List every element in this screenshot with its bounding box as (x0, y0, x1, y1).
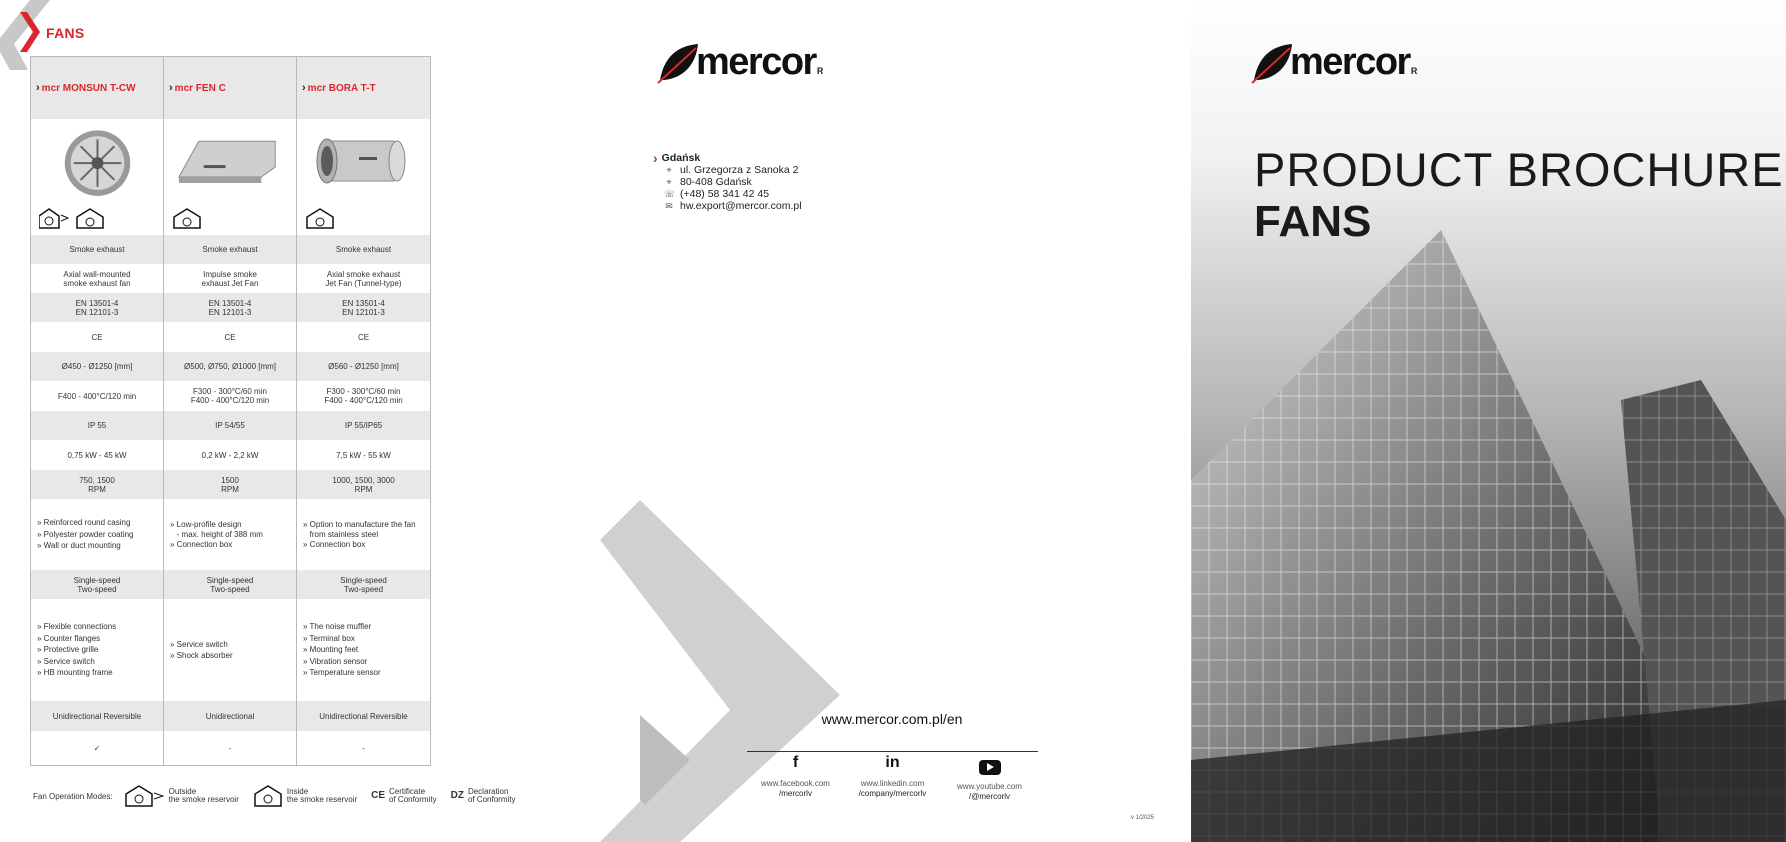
registered-mark: R (1410, 66, 1418, 76)
diameter-cell: Ø450 - Ø1250 [mm] (31, 352, 163, 381)
location-pin-icon: ⌖ (666, 177, 672, 187)
diameter-cell: Ø560 - Ø1250 [mm] (297, 352, 430, 381)
inside-reservoir-icon (172, 207, 202, 229)
mail-icon: ✉ (665, 201, 673, 211)
speed-type-cell: Single-speed Two-speed (297, 570, 430, 599)
certificate-cell: CE (91, 332, 103, 342)
ip-cell: IP 55/IP65 (297, 411, 430, 440)
speed-type-cell: Single-speed Two-speed (31, 570, 163, 599)
social-youtube[interactable]: www.youtube.com /@mercorlv (941, 758, 1038, 802)
power-cell: 0,75 kW - 45 kW (67, 450, 127, 460)
product-comparison-table (30, 56, 431, 766)
application-cell: Smoke exhaust (164, 235, 296, 264)
social-linkedin[interactable]: in www.linkedin.com /company/mercorlv (844, 758, 941, 802)
features-cell: » Reinforced round casing » Polyester powder coating » Wall or duct mounting (37, 518, 134, 551)
location-pin-icon: ⌖ (666, 165, 672, 175)
declaration-cell: ✓ (93, 743, 101, 753)
registered-mark: R (816, 66, 824, 76)
website-link[interactable]: www.mercor.com.pl/en (821, 711, 963, 727)
features-cell: » Option to manufacture the fan from stainless steel » Connection box (303, 519, 416, 549)
dz-mark: DZ (450, 789, 464, 801)
brand-logo: mercor R (656, 40, 823, 84)
legend-label: Fan Operation Modes: (33, 791, 113, 801)
speed-type-cell: Single-speed Two-speed (164, 570, 296, 599)
type-cell: Axial smoke exhaust Jet Fan (Tunnel-type) (325, 269, 402, 288)
ce-mark: CE (371, 789, 386, 801)
product-name[interactable]: › mcr BORA T-T (297, 57, 430, 119)
rpm-cell: 1500 RPM (164, 470, 296, 499)
application-cell: Smoke exhaust (31, 235, 163, 264)
legend-ce: CE Certificate of Conformity (371, 786, 437, 804)
youtube-icon (979, 760, 1001, 775)
legend-inside: Inside the smoke reservoir (253, 784, 357, 808)
ip-cell: IP 55 (31, 411, 163, 440)
contact-city: › Gdańsk (653, 150, 701, 166)
product-column (297, 57, 430, 765)
rpm-cell: 750, 1500 RPM (31, 470, 163, 499)
product-column (164, 57, 297, 765)
standards-cell: EN 13501-4 EN 12101-3 (297, 293, 430, 322)
contact-phone[interactable]: ☏ (+48) 58 341 42 45 (664, 188, 770, 200)
ip-cell: IP 54/55 (164, 411, 296, 440)
cover-title (1254, 145, 1784, 249)
power-cell: 0,2 kW - 2,2 kW (201, 450, 259, 460)
cover-building-photo (1191, 0, 1786, 842)
temperature-cell: F400 - 400°C/120 min (57, 391, 137, 401)
standards-cell: EN 13501-4 EN 12101-3 (164, 293, 296, 322)
inside-reservoir-icon (253, 784, 283, 808)
declaration-cell: - (228, 743, 232, 753)
certificate-cell: CE (224, 332, 236, 342)
legend (33, 784, 530, 808)
legend-dz: DZ Declaration of Conformity (450, 786, 516, 804)
application-cell: Smoke exhaust (297, 235, 430, 264)
direction-cell: Unidirectional Reversible (297, 701, 430, 731)
inside-reservoir-icon (305, 207, 335, 229)
product-column (31, 57, 164, 765)
temperature-cell: F300 - 300°C/60 min F400 - 400°C/120 min (190, 387, 270, 405)
cover-title-line2: FANS (1254, 197, 1372, 246)
inside-reservoir-icon (75, 207, 105, 229)
rpm-cell: 1000, 1500, 3000 RPM (297, 470, 430, 499)
cover-title-line1: PRODUCT BROCHURE (1254, 143, 1784, 196)
section-tag: FANS (46, 25, 85, 41)
legend-outside: Outside the smoke reservoir (125, 784, 239, 808)
contact-postal: ⌖ 80-408 Gdańsk (653, 176, 802, 188)
direction-cell: Unidirectional Reversible (31, 701, 163, 731)
accessories-cell: » Flexible connections » Counter flanges » Protective grille » Service switch » HB mounting frame (37, 622, 117, 678)
linkedin-icon: in (885, 754, 900, 771)
certificate-cell: CE (357, 332, 370, 342)
diameter-cell: Ø500, Ø750, Ø1000 [mm] (164, 352, 296, 381)
mode-icons (305, 207, 335, 229)
accessories-cell: » The noise muffler » Terminal box » Mounting feet » Vibration sensor » Temperature sensor (303, 622, 381, 678)
social-links (747, 754, 1038, 802)
contact-block (653, 152, 802, 212)
product-name[interactable]: › mcr MONSUN T-CW (31, 57, 163, 119)
social-facebook[interactable]: f www.facebook.com /mercorlv (747, 758, 844, 802)
declaration-cell: - (362, 743, 365, 753)
type-cell: Axial wall-mounted smoke exhaust fan (63, 269, 131, 288)
version-label: v 1/2025 (1131, 815, 1155, 821)
outside-reservoir-icon (39, 207, 69, 229)
contact-email[interactable]: ✉ hw.export@mercor.com.pl (665, 200, 802, 212)
facebook-icon: f (792, 754, 799, 771)
temperature-cell: F300 - 300°C/60 min F400 - 400°C/120 min (324, 387, 403, 405)
mode-icons (172, 207, 202, 229)
phone-icon: ☏ (664, 189, 676, 199)
type-cell: Impulse smoke exhaust Jet Fan (201, 269, 259, 288)
direction-cell: Unidirectional (164, 701, 296, 731)
features-cell: » Low-profile design - max. height of 388 mm » Connection box (170, 519, 263, 549)
power-cell: 7,5 kW - 55 kW (336, 450, 391, 460)
product-name[interactable]: › mcr FEN C (164, 57, 296, 119)
contact-street: ⌖ ul. Grzegorza z Sanoka 2 (653, 164, 802, 176)
divider (747, 751, 1038, 752)
mode-icons (39, 207, 105, 229)
brand-logo: mercor R (1250, 40, 1417, 84)
standards-cell: EN 13501-4 EN 12101-3 (31, 293, 163, 322)
accessories-cell: » Service switch » Shock absorber (170, 639, 233, 660)
outside-reservoir-icon (125, 784, 165, 808)
